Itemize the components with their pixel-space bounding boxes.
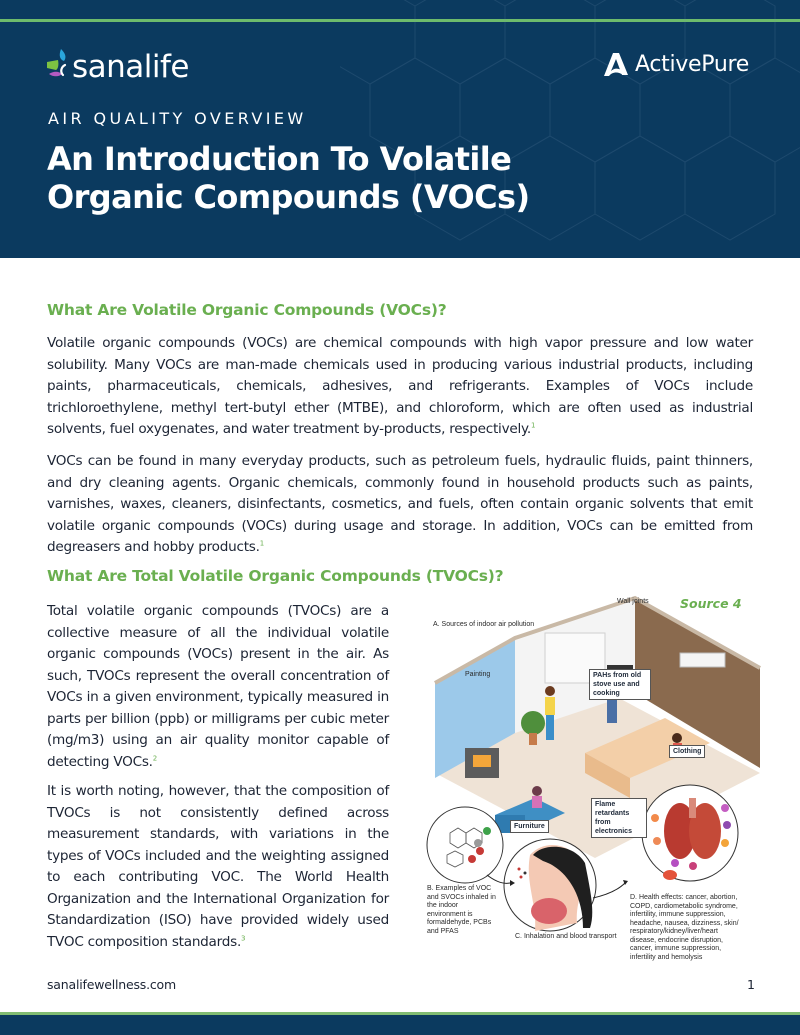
figure-source-label: Source 4 <box>680 596 742 611</box>
paragraph-text: VOCs can be found in many everyday products, such as petroleum fuels, hydraulic fluids, paint thinners, and dry cleaning agents. Organic chemicals, commonly found in household products such as paints, varnishes, waxes, cleaners, disinfectants, cosmetics, and fuels, often contain organic solvents that emit volatile organic compounds (VOCs) during usage and storage. In addition, VOCs can be emitted from degreasers and hobby products. <box>47 453 753 555</box>
footnote-ref[interactable]: 2 <box>152 753 157 762</box>
paragraph-text: Total volatile organic compounds (TVOCs) are a collective measure of all the individual volatile organic compounds (VOCs) present in the air. As such, TVOCs represent the overall concentration of VOCs in a given environment, typically measured in parts per billion (ppb) or milligrams per cubic meter (mg/m3) using an air quality monitor capable of detecting VOCs. <box>47 603 389 770</box>
section-heading-tvocs: What Are Total Volatile Organic Compounds (TVOCs)? <box>47 567 504 585</box>
sanalife-wordmark: sanalife <box>72 49 190 85</box>
figure-label-painting: Painting <box>465 671 491 678</box>
footnote-ref[interactable]: 3 <box>241 933 246 942</box>
tvocs-paragraph-1 <box>47 601 389 773</box>
activepure-a-icon <box>603 51 629 77</box>
activepure-wordmark: ActivePure <box>635 51 749 77</box>
figure-label-c: C. Inhalation and blood transport <box>515 933 617 940</box>
footer-rule <box>0 1012 800 1015</box>
footer-band <box>0 1012 800 1035</box>
section-heading-vocs: What Are Volatile Organic Compounds (VOCs)? <box>47 301 447 319</box>
page-number: 1 <box>747 977 755 992</box>
title-line-2: Organic Compounds (VOCs) <box>47 178 530 216</box>
tvocs-paragraph-2 <box>47 781 389 953</box>
figure-label-wall-joints: Wall joints <box>617 598 649 605</box>
figure-label-d: D. Health effects: cancer, abortion, COPD, cardiometabolic syndrome, infertility, immune suppression, headache, nausea, dizziness, skin/ respiratory/kidney/liver/heart disease, endocrine disruption, cancer, immune suppression, infertility and hemolysis <box>630 894 739 961</box>
paragraph-text: Volatile organic compounds (VOCs) are chemical compounds with high vapor pressure and low water solubility. Many VOCs are man-made chemicals used in producing various industrial products, including paints, pharmaceuticals, chemicals, adhesives, and refrigerants. Examples of VOCs include trichloroethylene, methyl tert-butyl ether (MTBE), and chloroform, which are often used as industrial solvents, fuel oxygenates, and water treatment by-products, respectively. <box>47 335 753 437</box>
figure-label-b: B. Examples of VOC and SVOCs inhaled in the indoor environment is formaldehyde, PCBs and PFAS <box>427 885 496 935</box>
footnote-ref[interactable]: 1 <box>530 421 536 430</box>
eyebrow-label: AIR QUALITY OVERVIEW <box>48 109 307 128</box>
page-title <box>47 140 607 216</box>
hexagon-pattern <box>340 0 800 258</box>
figure-label-clothing: Clothing <box>669 745 705 758</box>
footer-website-link[interactable]: sanalifewellness.com <box>47 977 176 992</box>
activepure-logo <box>603 49 749 79</box>
footnote-ref[interactable]: 1 <box>259 539 264 548</box>
figure-label-a: A. Sources of indoor air pollution <box>433 621 535 628</box>
sanalife-logo <box>46 44 189 86</box>
indoor-pollution-illustration <box>425 593 765 961</box>
vocs-paragraph-2 <box>47 451 753 559</box>
title-line-1: An Introduction To Volatile <box>47 140 512 178</box>
figure-label-flame-retardants: Flame retardants from electronics <box>591 798 647 838</box>
figure-label-pahs: PAHs from old stove use and cooking <box>589 669 651 700</box>
vocs-paragraph-1 <box>47 333 753 441</box>
header-banner <box>0 0 800 258</box>
figure-label-furniture: Furniture <box>510 820 549 833</box>
sanalife-leaf-icon <box>46 47 70 83</box>
paragraph-text: It is worth noting, however, that the composition of TVOCs is not consistently defined across measurement standards, with variations in the types of VOCs included and the weighting assigned to each contributing VOC. The World Health Organization and the International Organization for Standardization (ISO) have provided widely used TVOC composition standards. <box>47 783 389 950</box>
